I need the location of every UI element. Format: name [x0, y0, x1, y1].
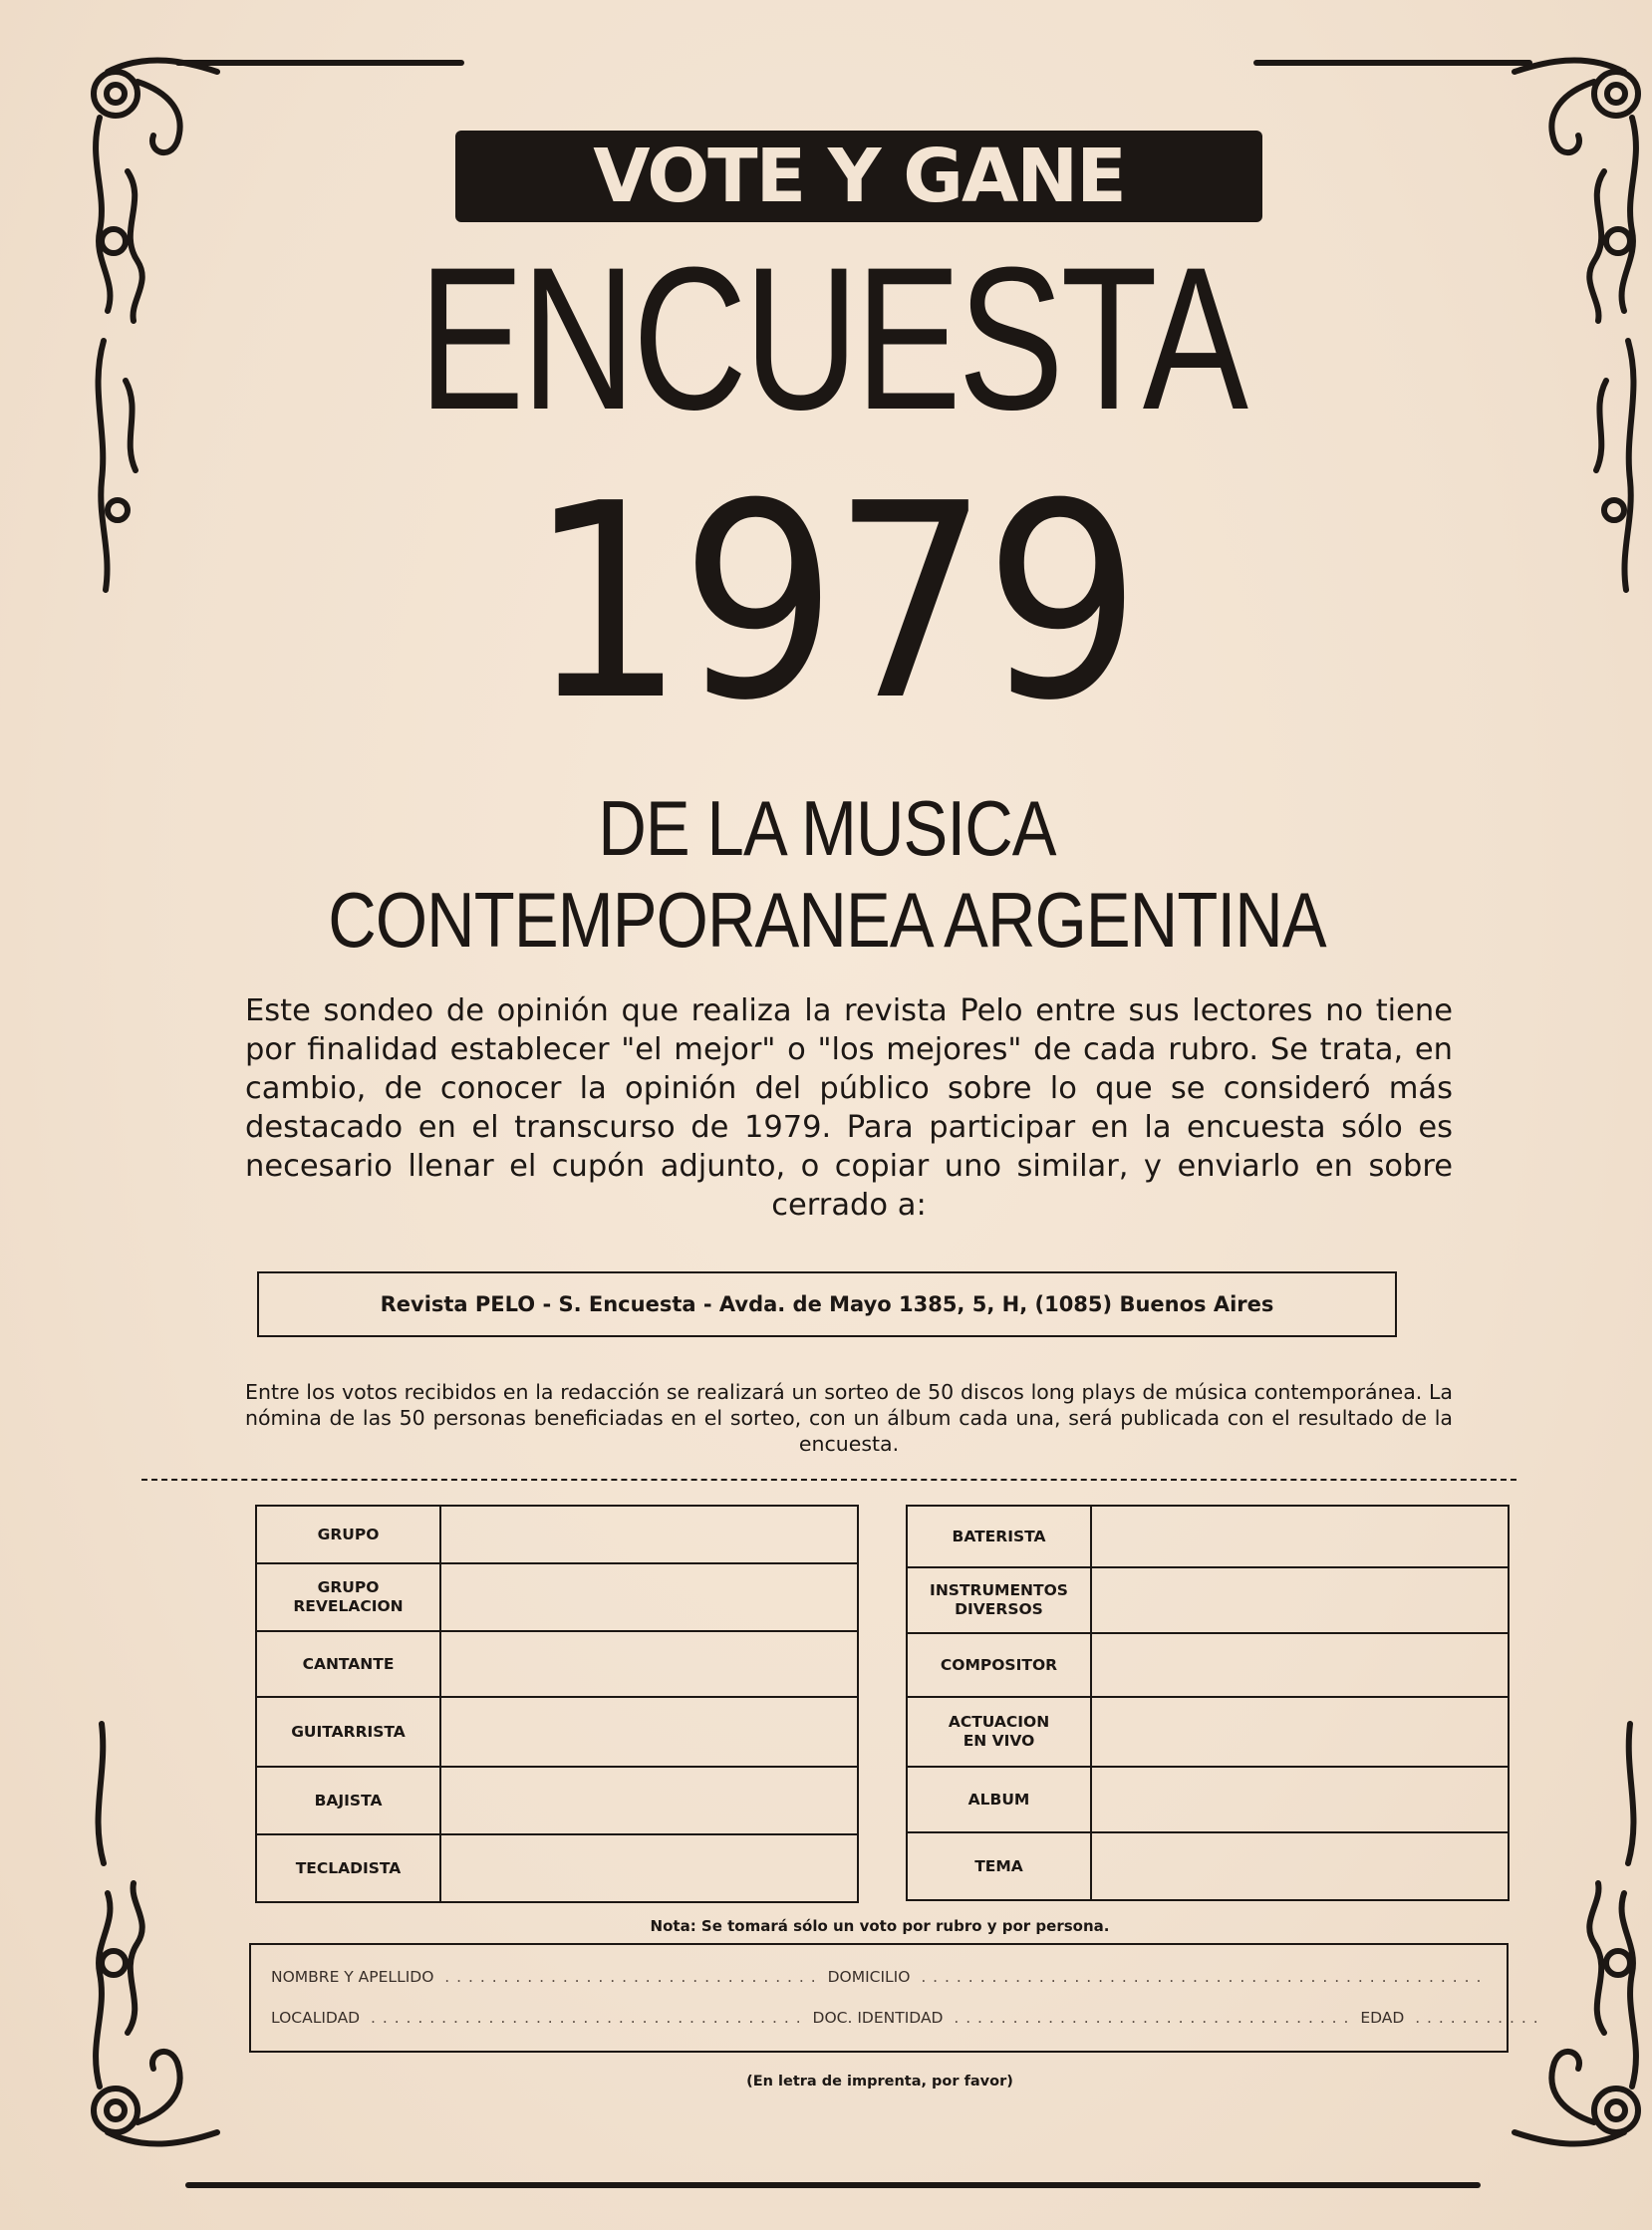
ornament-corner-top-left	[78, 52, 227, 610]
ballot-label	[907, 1697, 1091, 1767]
ballot-label-line: EN VIVO	[963, 1732, 1035, 1750]
ballot-label: ALBUM	[907, 1767, 1091, 1832]
ballot-vote-field[interactable]	[1091, 1506, 1509, 1567]
ballot-table-right	[906, 1505, 1510, 1901]
mailing-address-box	[257, 1271, 1397, 1337]
id-field-label: DOC. IDENTIDAD	[812, 2009, 944, 2027]
ballot-label: GUITARRISTA	[256, 1697, 440, 1767]
ornament-corner-top-right	[1505, 52, 1652, 610]
ballot-vote-field[interactable]	[440, 1563, 858, 1631]
vote-banner	[455, 131, 1262, 222]
age-field-label: EDAD	[1360, 2009, 1405, 2027]
name-field-label: NOMBRE Y APELLIDO	[271, 1968, 434, 1986]
ballot-label: TECLADISTA	[256, 1834, 440, 1902]
ballot-vote-field[interactable]	[1091, 1697, 1509, 1767]
ballot-vote-field[interactable]	[1091, 1767, 1509, 1832]
ballot-label-line: ACTUACION	[948, 1713, 1050, 1731]
ballot-vote-field[interactable]	[1091, 1633, 1509, 1697]
ballot-vote-field[interactable]	[1091, 1567, 1509, 1633]
ballot-label: BAJISTA	[256, 1767, 440, 1834]
intro-paragraph: Este sondeo de opinión que realiza la revista Pelo entre sus lectores no tiene por finalidad establecer "el mejor" o "los mejores" de cada rubro. Se trata, en cambio, de conocer la opinión del público sobre lo que se consideró más destacado en el transcurso de 1979. Para participar en la encuesta sólo es necesario llenar el cupón adjunto, o copiar uno similar, y enviarlo en sobre cerrado a:	[245, 993, 1453, 1223]
locality-field-label: LOCALIDAD	[271, 2009, 361, 2027]
subtitle-line-2: CONTEMPORANEA ARGENTINA	[328, 876, 1326, 964]
ballot-label	[907, 1567, 1091, 1633]
ornament-corner-bottom-left	[78, 1684, 227, 2152]
name-field[interactable]: . . . . . . . . . . . . . . . . . . . . . . . . . . . . . . . .	[438, 1968, 823, 1986]
personal-data-box	[249, 1943, 1539, 2053]
ballot-label-line: GRUPO	[317, 1578, 380, 1596]
ballot-note: Nota: Se tomará sólo un voto por rubro y por persona.	[650, 1917, 1110, 1935]
prize-paragraph: Entre los votos recibidos en la redacción se realizará un sorteo de 50 discos long plays de música contemporánea. La nómina de las 50 personas beneficiadas en el sorteo, con un álbum cada una, será publicada con el resultado de la encuesta.	[245, 1380, 1453, 1456]
ballot-label: BATERISTA	[907, 1506, 1091, 1567]
ballot-vote-field[interactable]	[1091, 1832, 1509, 1900]
ballot-label: TEMA	[907, 1832, 1091, 1900]
address-field[interactable]: . . . . . . . . . . . . . . . . . . . . . . . . . . . . . . . . . . . . . . . . . . . . . . . .	[915, 1968, 1483, 1986]
ballot-label-line: REVELACION	[293, 1597, 404, 1615]
id-field[interactable]: . . . . . . . . . . . . . . . . . . . . . . . . . . . . . . . . . .	[948, 2009, 1356, 2027]
age-field[interactable]: . . . . . . . . . . .	[1409, 2009, 1539, 2027]
personal-row-2	[271, 2009, 1539, 2027]
ballot-label: COMPOSITOR	[907, 1633, 1091, 1697]
print-instruction: (En letra de imprenta, por favor)	[746, 2074, 1013, 2090]
ballot-vote-field[interactable]	[440, 1834, 858, 1902]
page-title: ENCUESTA	[418, 225, 1245, 452]
ballot-table-left	[255, 1505, 859, 1903]
address-field-label: DOMICILIO	[827, 1968, 911, 1986]
ballot-vote-field[interactable]	[440, 1631, 858, 1697]
locality-field[interactable]: . . . . . . . . . . . . . . . . . . . . . . . . . . . . . . . . . . . . .	[365, 2009, 808, 2027]
vote-banner-text: VOTE Y GANE	[593, 134, 1125, 219]
ballot-label: GRUPO	[256, 1506, 440, 1563]
ballot-label	[256, 1563, 440, 1631]
mailing-address: Revista PELO - S. Encuesta - Avda. de Mayo 1385, 5, H, (1085) Buenos Aires	[380, 1292, 1274, 1316]
top-border-rule-right	[1253, 60, 1532, 66]
ballot-vote-field[interactable]	[440, 1697, 858, 1767]
ballot-label-line: DIVERSOS	[955, 1600, 1043, 1618]
cut-line	[141, 1479, 1516, 1481]
title-year: 1979	[527, 445, 1137, 759]
personal-row-1	[271, 1968, 1487, 1986]
ballot-label: CANTANTE	[256, 1631, 440, 1697]
ballot-vote-field[interactable]	[440, 1506, 858, 1563]
ballot-vote-field[interactable]	[440, 1767, 858, 1834]
ballot-label-line: INSTRUMENTOS	[930, 1581, 1068, 1599]
ornament-corner-bottom-right	[1505, 1684, 1652, 2152]
bottom-border-rule	[185, 2182, 1481, 2188]
subtitle-line-1: DE LA MUSICA	[598, 784, 1056, 872]
